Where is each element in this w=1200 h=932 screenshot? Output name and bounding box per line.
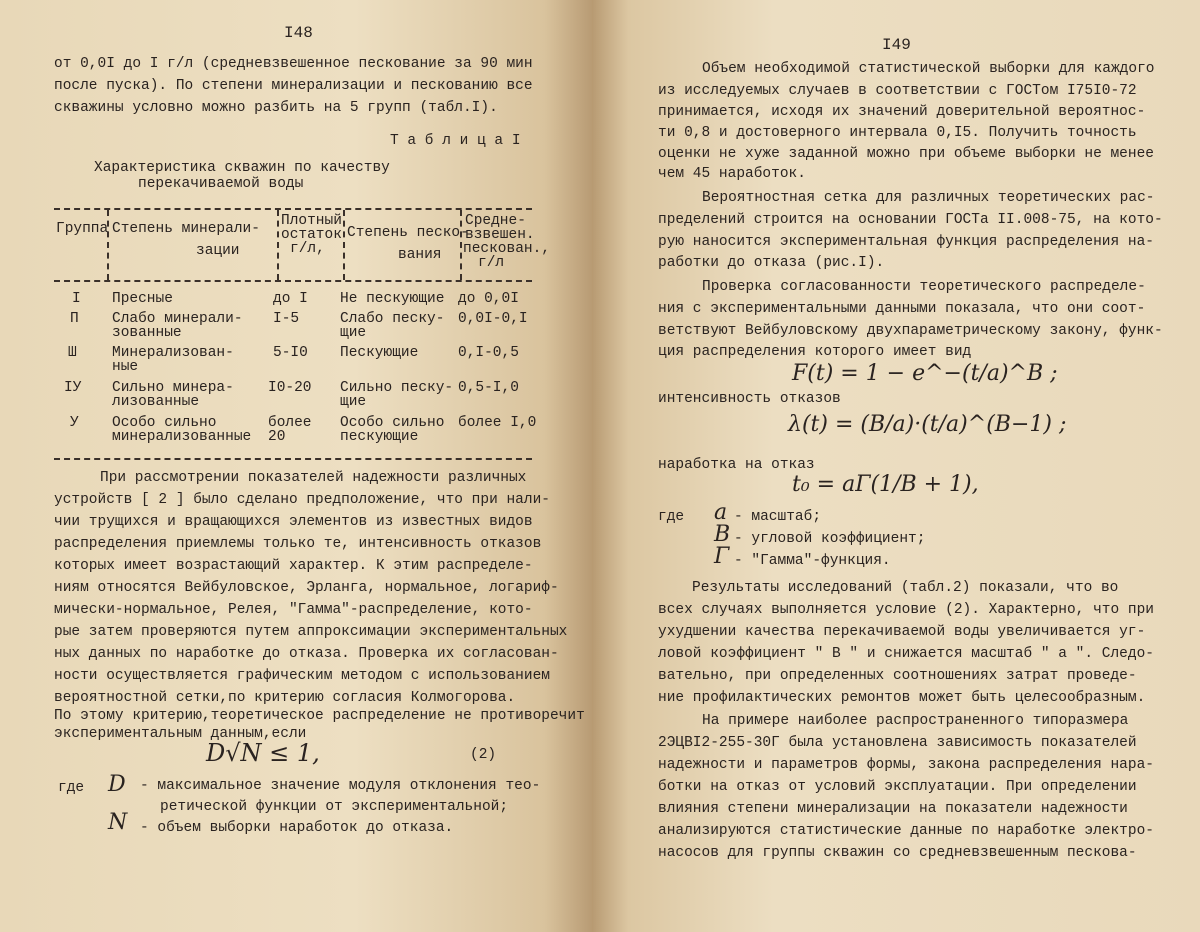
text-line: Вероятностная сетка для различных теоретических рас- xyxy=(702,190,1155,206)
text-line: после пуска). По степени минерализации и пескованию все xyxy=(54,78,533,94)
table-header: зации xyxy=(196,243,240,259)
table-header: пескован., xyxy=(463,241,551,257)
right-page xyxy=(592,0,1200,932)
table-cell: Особо сильно xyxy=(340,415,445,431)
text-line: вательно, при определенных соотношениях затрат проведе- xyxy=(658,668,1137,684)
table-cell: Слабо минерали- xyxy=(112,311,243,327)
text-line: рые затем проверяются путем аппроксимации экспериментальных xyxy=(54,624,568,640)
text-line: всех случаях выполняется условие (2). Характерно, что при xyxy=(658,602,1154,618)
table-cell: Пресные xyxy=(112,291,173,307)
symbol: B xyxy=(714,522,731,547)
left-page xyxy=(0,0,592,932)
text-line: наработка на отказ xyxy=(658,457,815,473)
table-header: взвешен. xyxy=(465,227,535,243)
text-line: ухудшении качества перекачиваемой воды увеличивается уг- xyxy=(658,624,1146,640)
table-cell: П xyxy=(70,311,79,327)
formula: t₀ = aΓ(1/B + 1), xyxy=(792,472,979,497)
table-cell: 0,0I-0,I xyxy=(458,311,528,327)
table-cell: У xyxy=(70,415,79,431)
table-divider xyxy=(343,210,345,280)
text-line: от 0,0I до I г/л (средневзвешенное пескование за 90 мин xyxy=(54,56,533,72)
table-header: вания xyxy=(398,247,442,263)
text-line: чем 45 наработок. xyxy=(658,166,806,182)
text-line: ветствуют Вейбуловскому двухпараметрическому закону, функ- xyxy=(658,323,1163,339)
formula-number: (2) xyxy=(470,747,497,763)
text-line: Проверка согласованности теоретического распределе- xyxy=(702,279,1146,295)
table-cell: 20 xyxy=(268,429,286,445)
table-header: г/л xyxy=(478,255,505,271)
text-line: - объем выборки наработок до отказа. xyxy=(140,820,454,836)
table-cell: зованные xyxy=(112,325,182,341)
text-line: скважины условно можно разбить на 5 групп (табл.I). xyxy=(54,100,498,116)
table-cell: Особо сильно xyxy=(112,415,217,431)
text-line: из исследуемых случаев в соответствии с ГОСТом I75I0-72 xyxy=(658,83,1137,99)
page-number: I49 xyxy=(882,36,911,54)
table-cell: минерализованные xyxy=(112,429,252,445)
text-line: - масштаб; xyxy=(734,509,822,525)
table-header: Степень минерали- xyxy=(112,221,260,237)
table-divider xyxy=(460,210,462,280)
symbol: N xyxy=(108,810,128,835)
formula: λ(t) = (B/a)·(t/a)^(B−1) ; xyxy=(788,412,1067,437)
text-line: Результаты исследований (табл.2) показали, что во xyxy=(692,580,1119,596)
table-header: остаток xyxy=(281,227,342,243)
table-cell: IУ xyxy=(64,380,82,396)
table-cell: 0,I-0,5 xyxy=(458,345,519,361)
text-line: ние профилактических ремонтов может быть целесообразным. xyxy=(658,690,1146,706)
table-cell: 0,5-I,0 xyxy=(458,380,519,396)
table-cell: лизованные xyxy=(112,394,200,410)
table-caption: перекачиваемой воды xyxy=(138,176,304,192)
text-line: рую наносится экспериментальная функция распределения на- xyxy=(658,234,1154,250)
text-line: ти 0,8 и достоверного интервала 0,I5. Получить точность xyxy=(658,125,1137,141)
table-divider xyxy=(277,210,279,280)
table-cell: Не пескующие xyxy=(340,291,445,307)
table-cell: Пескующие xyxy=(340,345,419,361)
text-line: На примере наиболее распространенного типоразмера xyxy=(702,713,1129,729)
formula: F(t) = 1 − e^−(t/a)^B ; xyxy=(792,361,1058,386)
table-rule xyxy=(54,280,532,282)
text-line: пределений строится на основании ГОСТа II.008-75, на кото- xyxy=(658,212,1163,228)
table-header: Средне- xyxy=(465,213,526,229)
table-header: г/л, xyxy=(290,241,325,257)
table-header: Степень песко- xyxy=(347,225,469,241)
table-cell: до 0,0I xyxy=(458,291,519,307)
table-cell: более I,0 xyxy=(458,415,537,431)
text-line: анализируются статистические данные по наработке электро- xyxy=(658,823,1154,839)
symbol: Γ xyxy=(714,544,730,569)
table-cell: Ш xyxy=(68,345,77,361)
table-cell: I xyxy=(72,291,81,307)
text-line: распределения приемлемы только те, интенсивность отказов xyxy=(54,536,542,552)
text-line: - "Гамма"-функция. xyxy=(734,553,891,569)
table-cell: Слабо песку- xyxy=(340,311,445,327)
text-line: ных данных по наработке до отказа. Проверка их согласован- xyxy=(54,646,559,662)
text-line: По этому критерию,теоретическое распределение не противоречит xyxy=(54,708,585,724)
text-line: ниям относятся Вейбуловское, Эрланга, нормальное, логариф- xyxy=(54,580,559,596)
table-header: Группа xyxy=(56,221,109,237)
text-line: ловой коэффициент " B " и снижается масштаб " a ". Следо- xyxy=(658,646,1154,662)
table-cell: более xyxy=(268,415,312,431)
table-cell: Сильно песку- xyxy=(340,380,454,396)
text-line: вероятностной сетки,по критерию согласия Колмогорова. xyxy=(54,690,516,706)
symbol: a xyxy=(714,500,728,525)
text-line: - максимальное значение модуля отклонения тео- xyxy=(140,778,541,794)
text-line: ция распределения которого имеет вид xyxy=(658,344,972,360)
table-cell: ные xyxy=(112,359,139,375)
page-number: I48 xyxy=(284,24,313,42)
table-cell: 5-I0 xyxy=(273,345,308,361)
text-line: оценки не хуже заданной можно при объеме выборки не менее xyxy=(658,146,1154,162)
table-label: Т а б л и ц а I xyxy=(390,133,521,149)
table-cell: щие xyxy=(340,394,367,410)
text-line: мически-нормальное, Релея, "Гамма"-распределение, кото- xyxy=(54,602,533,618)
text-line: Объем необходимой статистической выборки для каждого xyxy=(702,61,1155,77)
formula: D√N ≤ 1, xyxy=(206,739,320,767)
where-label: где xyxy=(58,780,85,796)
where-label: где xyxy=(658,509,685,525)
table-caption: Характеристика скважин по качеству xyxy=(94,160,390,176)
text-line: интенсивность отказов xyxy=(658,391,841,407)
table-cell: до I xyxy=(273,291,308,307)
text-line: ботки на отказ от условий эксплуатации. При определении xyxy=(658,779,1137,795)
text-line: насосов для группы скважин со средневзвешенным пескова- xyxy=(658,845,1137,861)
table-cell: Минерализован- xyxy=(112,345,234,361)
table-cell: щие xyxy=(340,325,367,341)
symbol: D xyxy=(108,772,126,797)
table-cell: Сильно минера- xyxy=(112,380,234,396)
text-line: влияния степени минерализации на показатели надежности xyxy=(658,801,1128,817)
text-line: которых имеет возрастающий характер. К этим распределе- xyxy=(54,558,533,574)
text-line: ретической функции от экспериментальной; xyxy=(160,799,509,815)
text-line: 2ЭЦВI2-255-30Г была установлена зависимость показателей xyxy=(658,735,1137,751)
table-cell: пескующие xyxy=(340,429,419,445)
text-line: принимается, исходя их значений доверительной вероятнос- xyxy=(658,104,1146,120)
text-line: - угловой коэффициент; xyxy=(734,531,926,547)
text-line: работки до отказа (рис.I). xyxy=(658,255,885,271)
text-line: экспериментальным данным,если xyxy=(54,726,307,742)
table-cell: I-5 xyxy=(273,311,300,327)
text-line: надежности и параметров формы, закона распределения нара- xyxy=(658,757,1154,773)
table-header: Плотный xyxy=(281,213,342,229)
text-line: устройств [ 2 ] было сделано предположение, что при нали- xyxy=(54,492,550,508)
text-line: ния с экспериментальными данными показала, что они соот- xyxy=(658,301,1146,317)
table-cell: I0-20 xyxy=(268,380,312,396)
text-line: чии трущихся и вращающихся элементов из известных видов xyxy=(54,514,533,530)
text-line: При рассмотрении показателей надежности различных xyxy=(100,470,527,486)
text-line: ности осуществляется графическим методом с использованием xyxy=(54,668,550,684)
table-rule xyxy=(54,458,532,460)
